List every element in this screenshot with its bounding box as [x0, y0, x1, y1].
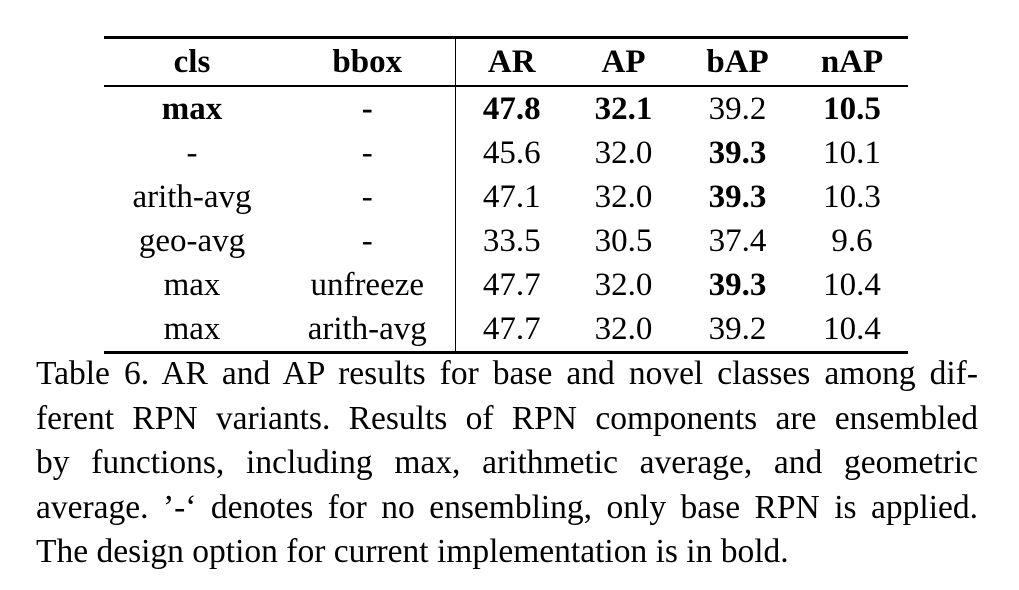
cell-cls: geo-avg — [138, 222, 246, 259]
caption-line: Table 6. AR and AP results for base and novel classes among dif- — [36, 355, 978, 392]
header-ap: AP — [601, 43, 646, 80]
table-row — [104, 175, 908, 219]
cell-ap: 32.0 — [594, 266, 653, 303]
cell-ap: 32.0 — [594, 178, 653, 215]
header-bap: bAP — [706, 43, 769, 80]
table-body — [104, 86, 908, 353]
results-table — [104, 36, 908, 354]
cell-ar: 47.7 — [482, 310, 541, 347]
cell-ap: 32.1 — [594, 90, 653, 127]
cell-cls: max — [161, 90, 223, 127]
caption-line: ferent RPN variants. Results of RPN components are ensembled — [36, 399, 978, 437]
table-row — [104, 307, 908, 353]
cell-ap: 32.0 — [594, 310, 653, 347]
caption-line: average. ’-‘ denotes for no ensembling, only base RPN is applied. — [36, 488, 978, 526]
cell-cls: arith-avg — [132, 178, 252, 215]
table-row — [104, 86, 908, 131]
cell-ap: 30.5 — [594, 222, 653, 259]
header-ar: AR — [487, 43, 536, 80]
cell-nap: 10.1 — [823, 134, 881, 171]
cell-bap: 39.3 — [708, 178, 767, 215]
cell-bbox: - — [280, 86, 455, 131]
cell-bbox: - — [280, 219, 455, 263]
header-bbox: bbox — [280, 38, 455, 87]
cell-nap: 10.3 — [823, 178, 881, 215]
cell-bap: 39.3 — [708, 266, 767, 303]
cell-ar: 33.5 — [482, 222, 541, 259]
cell-nap: 9.6 — [831, 222, 873, 259]
table-caption — [36, 352, 978, 575]
cell-cls: - — [186, 134, 198, 171]
header-row — [104, 38, 908, 87]
caption-line: The design option for current implementation is in bold. — [36, 533, 789, 570]
cell-bbox: unfreeze — [280, 263, 455, 307]
cell-bbox: - — [280, 131, 455, 175]
cell-ar: 47.7 — [482, 266, 541, 303]
cell-bbox: arith-avg — [280, 307, 455, 353]
cell-nap: 10.5 — [823, 90, 881, 127]
cell-ar: 45.6 — [482, 134, 541, 171]
cell-cls: max — [163, 266, 221, 303]
header-nap: nAP — [820, 43, 884, 80]
cell-bap: 39.2 — [708, 90, 767, 127]
cell-bbox: - — [280, 175, 455, 219]
cell-ar: 47.8 — [482, 90, 541, 127]
caption-line: by functions, including max, arithmetic average, and geometric — [36, 444, 978, 481]
cell-bap: 39.2 — [708, 310, 767, 347]
cell-nap: 10.4 — [823, 266, 881, 303]
table-header — [104, 38, 908, 87]
header-cls: cls — [173, 43, 211, 80]
cell-ar: 47.1 — [482, 178, 541, 215]
results-table-container — [104, 36, 908, 354]
table-row — [104, 131, 908, 175]
cell-nap: 10.4 — [823, 310, 881, 347]
table-row — [104, 219, 908, 263]
cell-cls: max — [163, 310, 221, 347]
cell-bap: 39.3 — [708, 134, 767, 171]
cell-ap: 32.0 — [594, 134, 653, 171]
cell-bap: 37.4 — [708, 222, 767, 259]
table-row — [104, 263, 908, 307]
